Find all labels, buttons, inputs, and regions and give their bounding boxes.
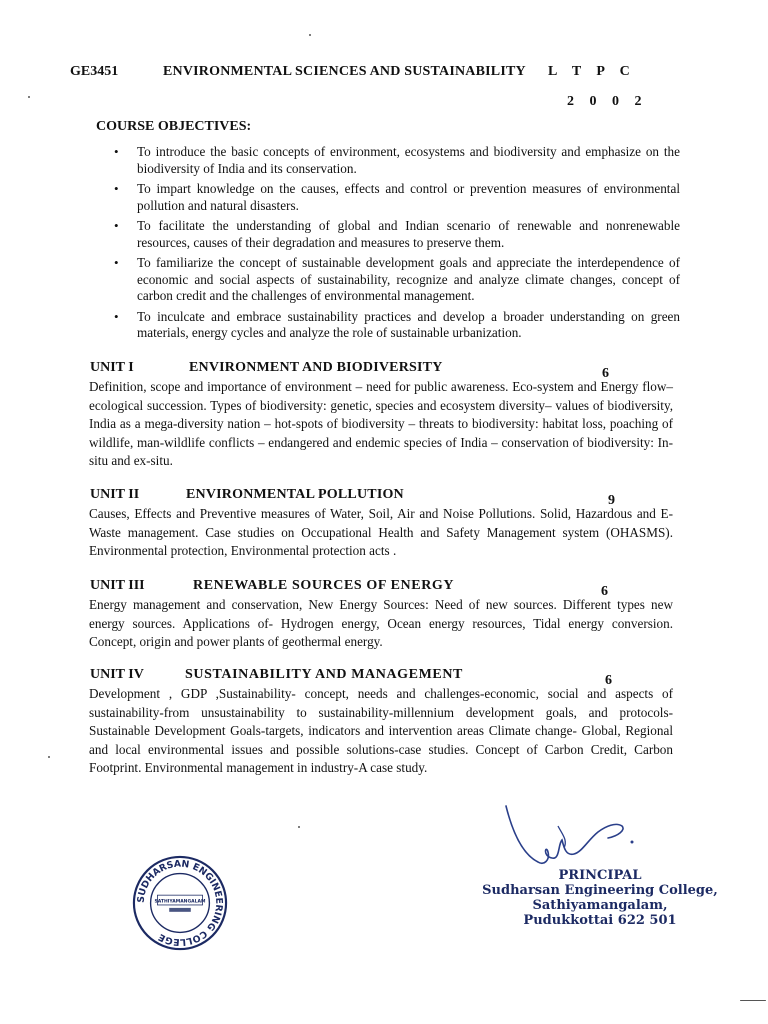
course-title: ENVIRONMENTAL SCIENCES AND SUSTAINABILITY [163, 64, 526, 79]
unit-title: ENVIRONMENTAL POLLUTION [186, 487, 404, 502]
bullet-icon: • [114, 308, 119, 324]
objective-item [112, 255, 680, 305]
unit-description: Causes, Effects and Preventive measures of Water, Soil, Air and Noise Pollutions. Solid, Hazardous and E-Waste management. Case studies on Occupational Health and Safety Management system (OHASMS). Environmental protection, Environmental protection acts . [89, 506, 673, 558]
scan-speck [28, 96, 30, 98]
bullet-icon: • [114, 144, 119, 159]
college-district: Pudukkottai 622 501 [523, 913, 677, 928]
unit-header [89, 667, 673, 688]
objectives-list [112, 144, 680, 346]
objective-text: To inculcate and embrace sustainability practices and develop a broader understanding on green materials, energy cycles and analyze the role of sustainable urbanization. [137, 308, 680, 340]
principal-signature [498, 796, 638, 876]
ltpc-label: L T P C [548, 64, 636, 79]
scan-speck [48, 756, 50, 758]
objective-text: To facilitate the understanding of global and Indian scenario of renewable and nonrenewable resources, causes of their degradation and measures to preserve them. [137, 218, 680, 250]
ltpc-values: 2 0 0 2 [567, 94, 648, 109]
unit-title: SUSTAINABILITY AND MANAGEMENT [185, 667, 463, 682]
principal-stamp [480, 868, 720, 928]
unit-number: UNIT I [90, 360, 134, 375]
unit-hours: 9 [608, 493, 615, 508]
bullet-icon: • [114, 181, 119, 196]
unit-header [89, 360, 673, 381]
unit-number: UNIT III [90, 578, 145, 593]
seal-center-text: SATHIYAMANGALAM [154, 899, 206, 905]
objective-text: To familiarize the concept of sustainable development goals and appreciate the interdependence of economic and social aspects of sustainability, recognize and analyze climate changes, concept of carbon credit and the challenges of environmental management. [137, 255, 680, 303]
unit-description: Development , GDP ,Sustainability- concept, needs and challenges-economic, social and aspects of sustainability-from unsustainability to sustainability-millennium development goals, and protocols- Sustainable Development Goals-targets, indicators and intervention areas Climate change- Global, Regional and local environmental issues and possible solutions-case studies. Concept of Carbon Credit, Carbon Footprint. Environmental management in industry-A case study. [89, 686, 673, 775]
unit-header [89, 487, 673, 508]
unit-number: UNIT IV [90, 667, 144, 682]
unit-hours: 6 [602, 366, 609, 381]
unit-title: RENEWABLE SOURCES OF ENERGY [193, 578, 455, 593]
college-town: Sathiyamangalam, [532, 898, 668, 913]
objective-item [112, 218, 680, 251]
seal-ring-text: SUDHARSAN ENGINEERING COLLEGE [135, 858, 225, 948]
college-seal [131, 854, 229, 952]
unit-hours: 6 [601, 584, 608, 599]
college-name: Sudharsan Engineering College, [482, 883, 718, 898]
objectives-heading: COURSE OBJECTIVES: [96, 119, 252, 134]
unit-1 [89, 360, 673, 471]
unit-description: Energy management and conservation, New Energy Sources: Need of new sources. Different types new energy sources. Applications of- Hydrogen energy, Ocean energy resources, Tidal energy conversion. Concept, origin and power plants of geothermal energy. [89, 597, 673, 649]
objective-item [112, 144, 680, 177]
objective-item [112, 181, 680, 214]
unit-2 [89, 487, 673, 561]
unit-4 [89, 667, 673, 778]
unit-number: UNIT II [90, 487, 140, 502]
bullet-icon: • [114, 255, 119, 270]
objective-text: To introduce the basic concepts of environment, ecosystems and biodiversity and emphasize on the biodiversity of India and its conservation. [137, 144, 680, 176]
bullet-icon: • [114, 218, 119, 233]
unit-header [89, 578, 673, 599]
unit-3 [89, 578, 673, 652]
scan-speck [309, 34, 311, 36]
course-code: GE3451 [70, 64, 119, 79]
unit-description: Definition, scope and importance of environment – need for public awareness. Eco-system and Energy flow– ecological succession. Types of biodiversity: genetic, species and ecosystem diversity– values of biodiversity, India as a mega-diversity nation – hot-spots of biodiversity – threats to biodiversity: habitat loss, poaching of wildlife, man-wildlife conflicts – endangered and endemic species of India – conservation of biodiversity: In-situ and ex-situ. [89, 379, 673, 468]
principal-title: PRINCIPAL [558, 868, 642, 883]
objective-item [112, 309, 680, 342]
unit-hours: 6 [605, 673, 612, 688]
objective-text: To impart knowledge on the causes, effects and control or prevention measures of environmental pollution and natural disasters. [137, 181, 680, 213]
unit-title: ENVIRONMENT AND BIODIVERSITY [189, 360, 443, 375]
scan-line [740, 1000, 766, 1001]
scan-speck [298, 826, 300, 828]
